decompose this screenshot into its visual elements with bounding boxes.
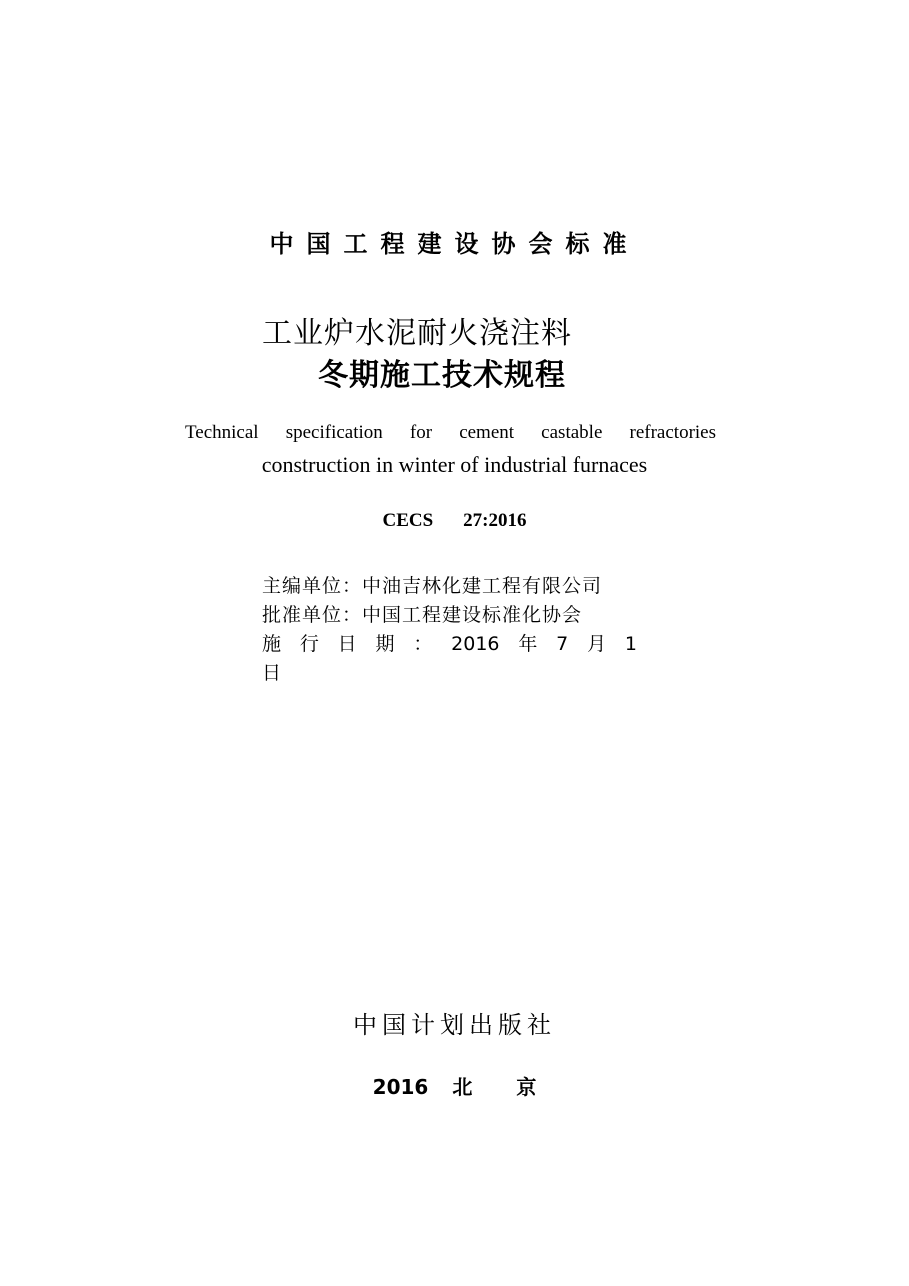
english-title-line-2: construction in winter of industrial furnaces <box>261 452 648 477</box>
editor-unit: 主编单位：中油吉林化建工程有限公司 <box>262 575 603 597</box>
standard-code-prefix: CECS <box>382 510 434 531</box>
effective-date-continued: 日 <box>262 662 282 684</box>
standard-organization: 中国工程建设协会标准 <box>269 230 640 258</box>
publisher: 中国计划出版社 <box>353 1011 556 1039</box>
publication-city-char-2: 京 <box>516 1075 537 1099</box>
publication-city-char-1: 北 <box>452 1075 473 1099</box>
title-line-1: 工业炉水泥耐火浇注料 <box>262 316 572 351</box>
title-line-2: 冬期施工技术规程 <box>318 358 566 393</box>
effective-date: 施行日期：2016年7月1 <box>262 633 637 655</box>
approval-unit: 批准单位：中国工程建设标准化协会 <box>262 604 583 626</box>
standard-code <box>0 510 909 532</box>
publication-year: 2016 <box>372 1075 429 1099</box>
english-title-line-1: Technical specification for cement castable refractories <box>185 422 716 443</box>
publication-place <box>0 1071 909 1100</box>
standard-code-number: 27:2016 <box>463 510 527 531</box>
